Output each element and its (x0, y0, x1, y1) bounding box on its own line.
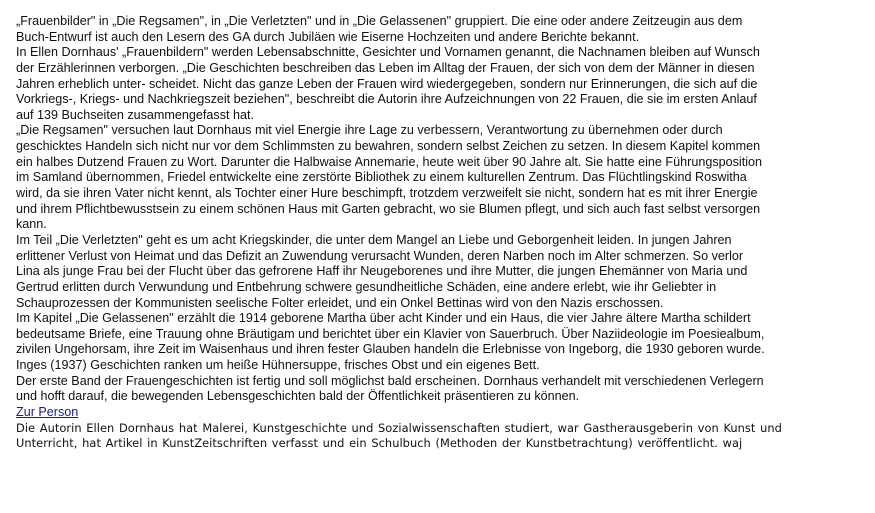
text-line: bedeutsame Briefe, eine Trauung ohne Bräutigam und berichtet über ein Klavier von Sauerbruch. Über Naziideologie im Poesiealbum, (16, 326, 765, 341)
regsamen-paragraph (16, 123, 866, 232)
text-line: geschicktes Handeln sich nicht nur vor dem Schlimmsten zu bewahren, sondern selbst Zeichen zu setzen. In diesem Kapitel kommen (16, 139, 761, 154)
text-line: und hofft darauf, die bewegenden Lebensgeschichten bald der Öffentlichkeit präsentieren zu können. (16, 389, 580, 404)
text-line: kann. (16, 217, 47, 232)
text-line: „Die Regsamen" versuchen laut Dornhaus mit viel Energie ihre Lage zu verbessern, Verantwortung zu übernehmen oder durch (16, 123, 723, 138)
bio-paragraph (16, 421, 866, 452)
text-line: In Ellen Dornhaus' „Frauenbildern" werden Lebensabschnitte, Gesichter und Vornamen genannt, die Nachnamen bleiben auf Wunsch (16, 45, 760, 60)
person-link-row (16, 405, 866, 421)
text-line: Unterricht, hat Artikel in KunstZeitschriften verfasst und ein Schulbuch (Methoden der Kunstbetrachtung) veröffentlicht. waj (16, 436, 743, 451)
text-line: Im Kapitel „Die Gelassenen" erzählt die 1914 geborene Martha über acht Kinder und ein Haus, die vier Jahre ältere Martha schildert (16, 311, 751, 326)
text-line: Lina als junge Frau bei der Flucht über das gefrorene Haff ihr Neugeborenes und ihre Mutter, die jungen Ehemänner von Maria und (16, 264, 748, 279)
text-line: zivilen Ungehorsam, ihre Zeit im Waisenhaus und ihren fester Glauben handeln die Erlebnisse von Ingeborg, die 1930 geboren wurde. (16, 342, 765, 357)
overview-paragraph (16, 45, 866, 123)
intro-paragraph (16, 14, 866, 45)
verletzten-paragraph (16, 233, 866, 311)
text-line: Jahren erheblich unter- scheidet. Nicht das ganze Leben der Frauen wird wiedergegeben, sondern nur Erinnerungen, die sich auf die (16, 76, 758, 91)
text-line: wird, da sie ihren Vater nicht kennt, als Tochter einer Hure beschimpft, trotzdem verzweifelt sie nicht, sondern hat es mit ihrer Energie (16, 186, 758, 201)
zur-person-link[interactable]: Zur Person (16, 405, 79, 420)
text-line: Die Autorin Ellen Dornhaus hat Malerei, Kunstgeschichte und Sozialwissenschaften studiert, war Gastherausgeberin von Kunst und (16, 420, 782, 435)
gelassenen-paragraph (16, 311, 866, 374)
text-line: Vorkriegs-, Kriegs- und Nachkriegszeit beziehen", beschreibt die Autorin ihre Aufzeichnungen von 22 Frauen, die sie im ersten Anlauf (16, 92, 757, 107)
text-line: der Erzählerinnen verborgen. „Die Geschichten beschreiben das Leben im Alltag der Frauen, der sich von dem der Männer in diesen (16, 60, 755, 75)
text-line: Inges (1937) Geschichten ranken um heiße Hühnersuppe, frisches Obst und ein eigenes Bett. (16, 358, 540, 373)
text-line: Schauprozessen der Kommunisten seelische Folter erleidet, und ein Onkel Bettinas wird von den Nazis erschossen. (16, 295, 664, 310)
text-line: im Samland übernommen, Friedel entwickelte eine zerstörte Bibliothek zu einem kulturellen Zentrum. Das Flüchtlingskind Roswitha (16, 170, 747, 185)
text-line: Buch-Entwurf ist auch den Lesern des GA durch Jubiläen wie Eiserne Hochzeiten und andere Berichte bekannt. (16, 29, 640, 44)
text-line: ein halbes Dutzend Frauen zu Wort. Darunter die Halbwaise Annemarie, heute weit über 90 Jahre alt. Sie hatte eine Führungsposition (16, 154, 763, 169)
text-line: und ihrem Pflichtbewusstsein zu einem schönen Haus mit Garten gebracht, wo sie Blumen pflegt, und sich auch fast selbst versorgen (16, 201, 761, 216)
text-line: Der erste Band der Frauengeschichten ist fertig und soll möglichst bald erscheinen. Dornhaus verhandelt mit verschiedenen Verlegern (16, 373, 764, 388)
ausblick-paragraph (16, 374, 866, 405)
text-line: Im Teil „Die Verletzten" geht es um acht Kriegskinder, die unter dem Mangel an Liebe und Geborgenheit leiden. In jungen Jahren (16, 232, 732, 247)
text-line: Gertrud erlitten durch Verwundung und Entbehrung schwere gesundheitliche Schäden, eine andere erlebt, wie ihr Geliebter in (16, 279, 717, 294)
article-body (16, 14, 866, 452)
text-line: „Frauenbilder" in „Die Regsamen", in „Die Verletzten" und in „Die Gelassenen" gruppiert. Die eine oder andere Zeitzeugin aus dem (16, 14, 743, 28)
text-line: auf 139 Buchseiten zusammengefasst hat. (16, 107, 255, 122)
text-line: erlittener Verlust von Heimat und das Defizit an Zuwendung verursacht Wunden, deren Narben noch im Alter schmerzen. So verlor (16, 248, 744, 263)
